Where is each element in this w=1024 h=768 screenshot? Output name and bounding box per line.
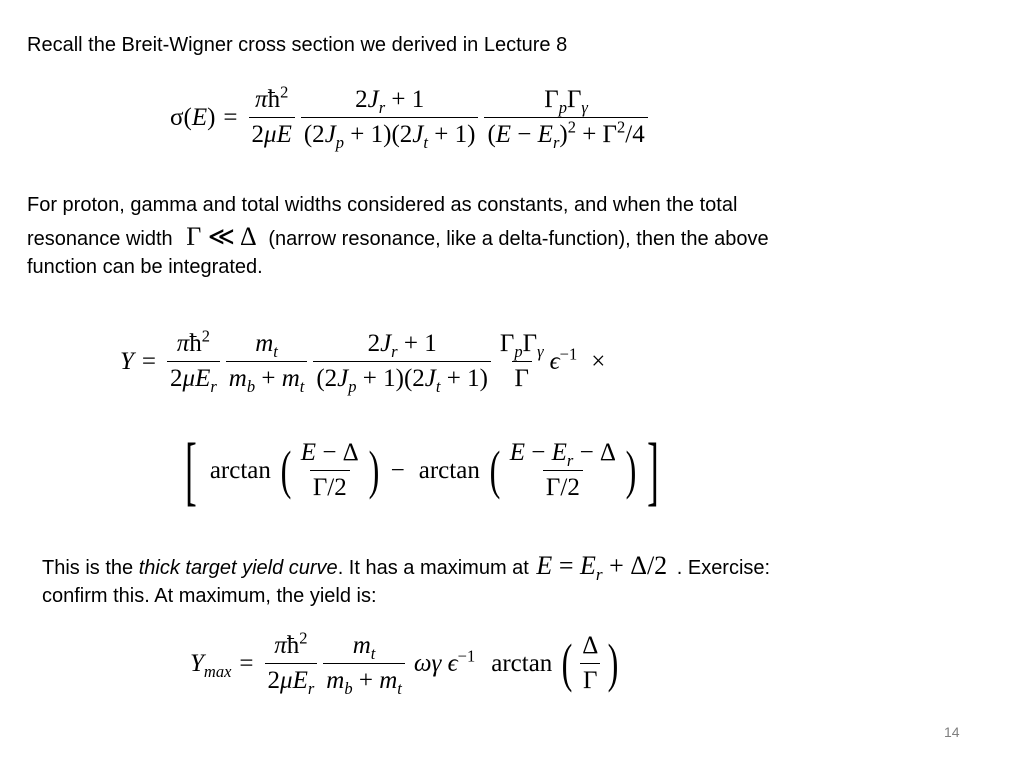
thick-target-pre: This is the bbox=[42, 557, 139, 579]
max-yield-equation: $Y_{max}$ = $\frac{\pi ħ^2}{2\mu E_r}$ $\frac{m_t}{m_b + m_t}$ ωγ $\epsilon^{-1}$ arctan ( $\frac{\Delta}{\Gamma}$ ) bbox=[190, 628, 619, 698]
narrow-resonance-condition: Γ ≪ Δ bbox=[186, 222, 257, 251]
page-number: 14 bbox=[944, 724, 960, 740]
thick-target-post: . Exercise: bbox=[676, 557, 771, 579]
paragraph-line-2-end: (narrow resonance, like a delta-function), then the above bbox=[268, 228, 769, 250]
paragraph-line-2-start: resonance width bbox=[27, 228, 173, 250]
yield-equation-line-1: Y = $\frac{\pi ħ^2}{2\mu E_r}$ $\frac{m_t}{m_b + m_t}$ $\frac{2J_r + 1}{(2J_p + 1)(2J_t + 1)}$ $\frac{\Gamma_p\Gamma_\gamma}{\Gamma}$ $\epsilon^{-1}$ × bbox=[120, 326, 606, 396]
thick-target-italic: thick target yield curve bbox=[138, 557, 338, 579]
thick-target-line-2: confirm this. At maximum, the yield is: bbox=[42, 585, 377, 607]
yield-equation-line-2: [ arctan ( $\frac{E - \Delta}{\Gamma/2}$ ) − arctan ( $\frac{E - E_r - \Delta}{\Gamma/2}$ ) ] bbox=[185, 427, 659, 513]
paragraph-line-2 bbox=[27, 221, 769, 255]
paragraph-line-3: function can be integrated. bbox=[27, 256, 263, 278]
thick-target-line-1 bbox=[42, 550, 770, 584]
breit-wigner-equation: σ(E) = $\frac{\pi ħ^2}{2\mu E}$ $\frac{2J_r + 1}{(2J_p + 1)(2J_t + 1)}$ $\frac{\Gamma_p\Gamma_\gamma}{(E - E_r)^2 + \Gamma^2/4}$ bbox=[170, 86, 651, 149]
thick-target-mid: . It has a maximum at bbox=[337, 557, 529, 579]
paragraph-line-1: For proton, gamma and total widths considered as constants, and when the total bbox=[27, 194, 738, 216]
maximum-condition: $E = E_r + \Delta/2$ bbox=[536, 551, 668, 585]
intro-text: Recall the Breit-Wigner cross section we derived in Lecture 8 bbox=[27, 34, 568, 56]
